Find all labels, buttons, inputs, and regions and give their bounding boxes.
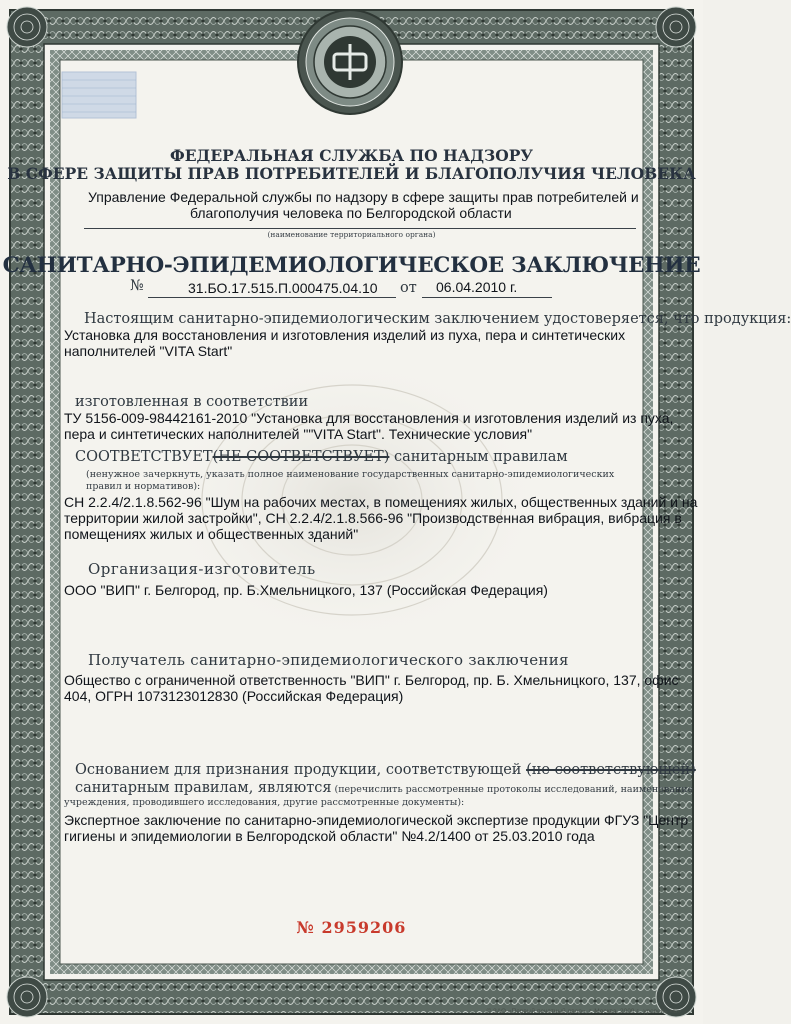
basis-line-2 (75, 780, 693, 796)
document-date: 06.04.2010 г. (436, 279, 518, 295)
agency-line-1: ФЕДЕРАЛЬНАЯ СЛУЖБА ПО НАДЗОРУ (170, 146, 533, 165)
date-label: от (400, 280, 417, 296)
territorial-body-line-1: Управление Федеральной службы по надзору в сфере защиты прав потребителей и (88, 189, 639, 205)
date-underline (422, 297, 552, 298)
conformity-line-3: помещениях жилых и общественных зданий" (64, 526, 359, 542)
recipient-label: Получатель санитарно-эпидемиологического заключения (88, 651, 569, 669)
basis-hint-2: учреждения, проводившего исследования, другие рассмотренные документы): (64, 797, 465, 808)
product-intro: Настоящим санитарно-эпидемиологическим заключением удостоверяется, что продукция: (84, 311, 791, 327)
conformity-hint-2: правил и нормативов): (86, 481, 201, 492)
number-underline (148, 297, 396, 298)
territorial-body-underline (84, 228, 636, 229)
not-complies-struck-text: (НЕ СООТВЕТСТВУЕТ) (212, 449, 390, 465)
conformity-hint-1: (ненужное зачеркнуть, указать полное наименование государственных санитарно-эпидемиологических (86, 469, 615, 480)
agency-line-2: В СФЕРЕ ЗАЩИТЫ ПРАВ ПОТРЕБИТЕЛЕЙ И БЛАГОПОЛУЧИЯ ЧЕЛОВЕКА (7, 164, 696, 183)
product-line-1: Установка для восстановления и изготовления изделий из пуха, пера и синтетических (64, 327, 626, 343)
document-title: САНИТАРНО-ЭПИДЕМИОЛОГИЧЕСКОЕ ЗАКЛЮЧЕНИЕ (2, 253, 701, 278)
conformity-line (75, 449, 568, 465)
manufactured-label: изготовленная в соответствии (75, 394, 309, 410)
document-number: 31.БО.17.515.П.000475.04.10 (188, 280, 378, 296)
conformity-tail: санитарным правилам (389, 449, 568, 465)
manufacturer-value: ООО "ВИП" г. Белгород, пр. Б.Хмельницкого, 137 (Российская Федерация) (64, 582, 548, 598)
product-line-2: наполнителей "VITA Start" (64, 343, 233, 359)
manufacturer-label: Организация-изготовитель (88, 560, 316, 578)
territorial-body-line-2: благополучия человека по Белгородской области (190, 205, 512, 221)
number-label: № (130, 278, 144, 294)
recipient-line-2: 404, ОГРН 1073123012830 (Российская Федерация) (64, 688, 404, 704)
manufactured-line-1: ТУ 5156-009-98442161-2010 "Установка для восстановления и изготовления изделий из пуха, (64, 410, 674, 426)
basis-intro: Основанием для признания продукции, соответствующей (75, 762, 527, 778)
recipient-line-1: Общество с ограниченной ответственность "ВИП" г. Белгород, пр. Б. Хмельницкого, 137, офис (64, 672, 679, 688)
territorial-body-caption: (наименование территориального органа) (267, 230, 436, 239)
complies-text: СООТВЕТСТВУЕТ (75, 449, 213, 465)
basis-struck-text: (не соответствующей) (526, 762, 696, 778)
basis-rules-label: санитарным правилам, являются (75, 780, 332, 796)
basis-hint-1: (перечислить рассмотренные протоколы исследований, наименование (331, 784, 694, 795)
serial-number: № 2959206 (296, 918, 407, 937)
conformity-line-2: территории жилой застройки", СН 2.2.4/2.1.8.566-96 "Производственная вибрация, вибрация в (64, 510, 682, 526)
basis-line-4: гигиены и эпидемиологии в Белгородской области" №4.2/1400 от 25.03.2010 года (64, 828, 595, 844)
basis-line-1 (75, 762, 696, 778)
basis-line-3: Экспертное заключение по санитарно-эпидемиологической экспертизе продукции ФГУЗ "Центр (64, 812, 689, 828)
manufactured-line-2: пера и синтетических наполнителей ""VITA Start". Технические условия" (64, 426, 533, 442)
printer-note: © ЗАО «Первый печатный двор», г. Москва, 2009 г., уровень «Б» (486, 1008, 681, 1015)
conformity-line-1: СН 2.2.4/2.1.8.562-96 "Шум на рабочих местах, в помещениях жилых, общественных зданий и на (64, 494, 698, 510)
